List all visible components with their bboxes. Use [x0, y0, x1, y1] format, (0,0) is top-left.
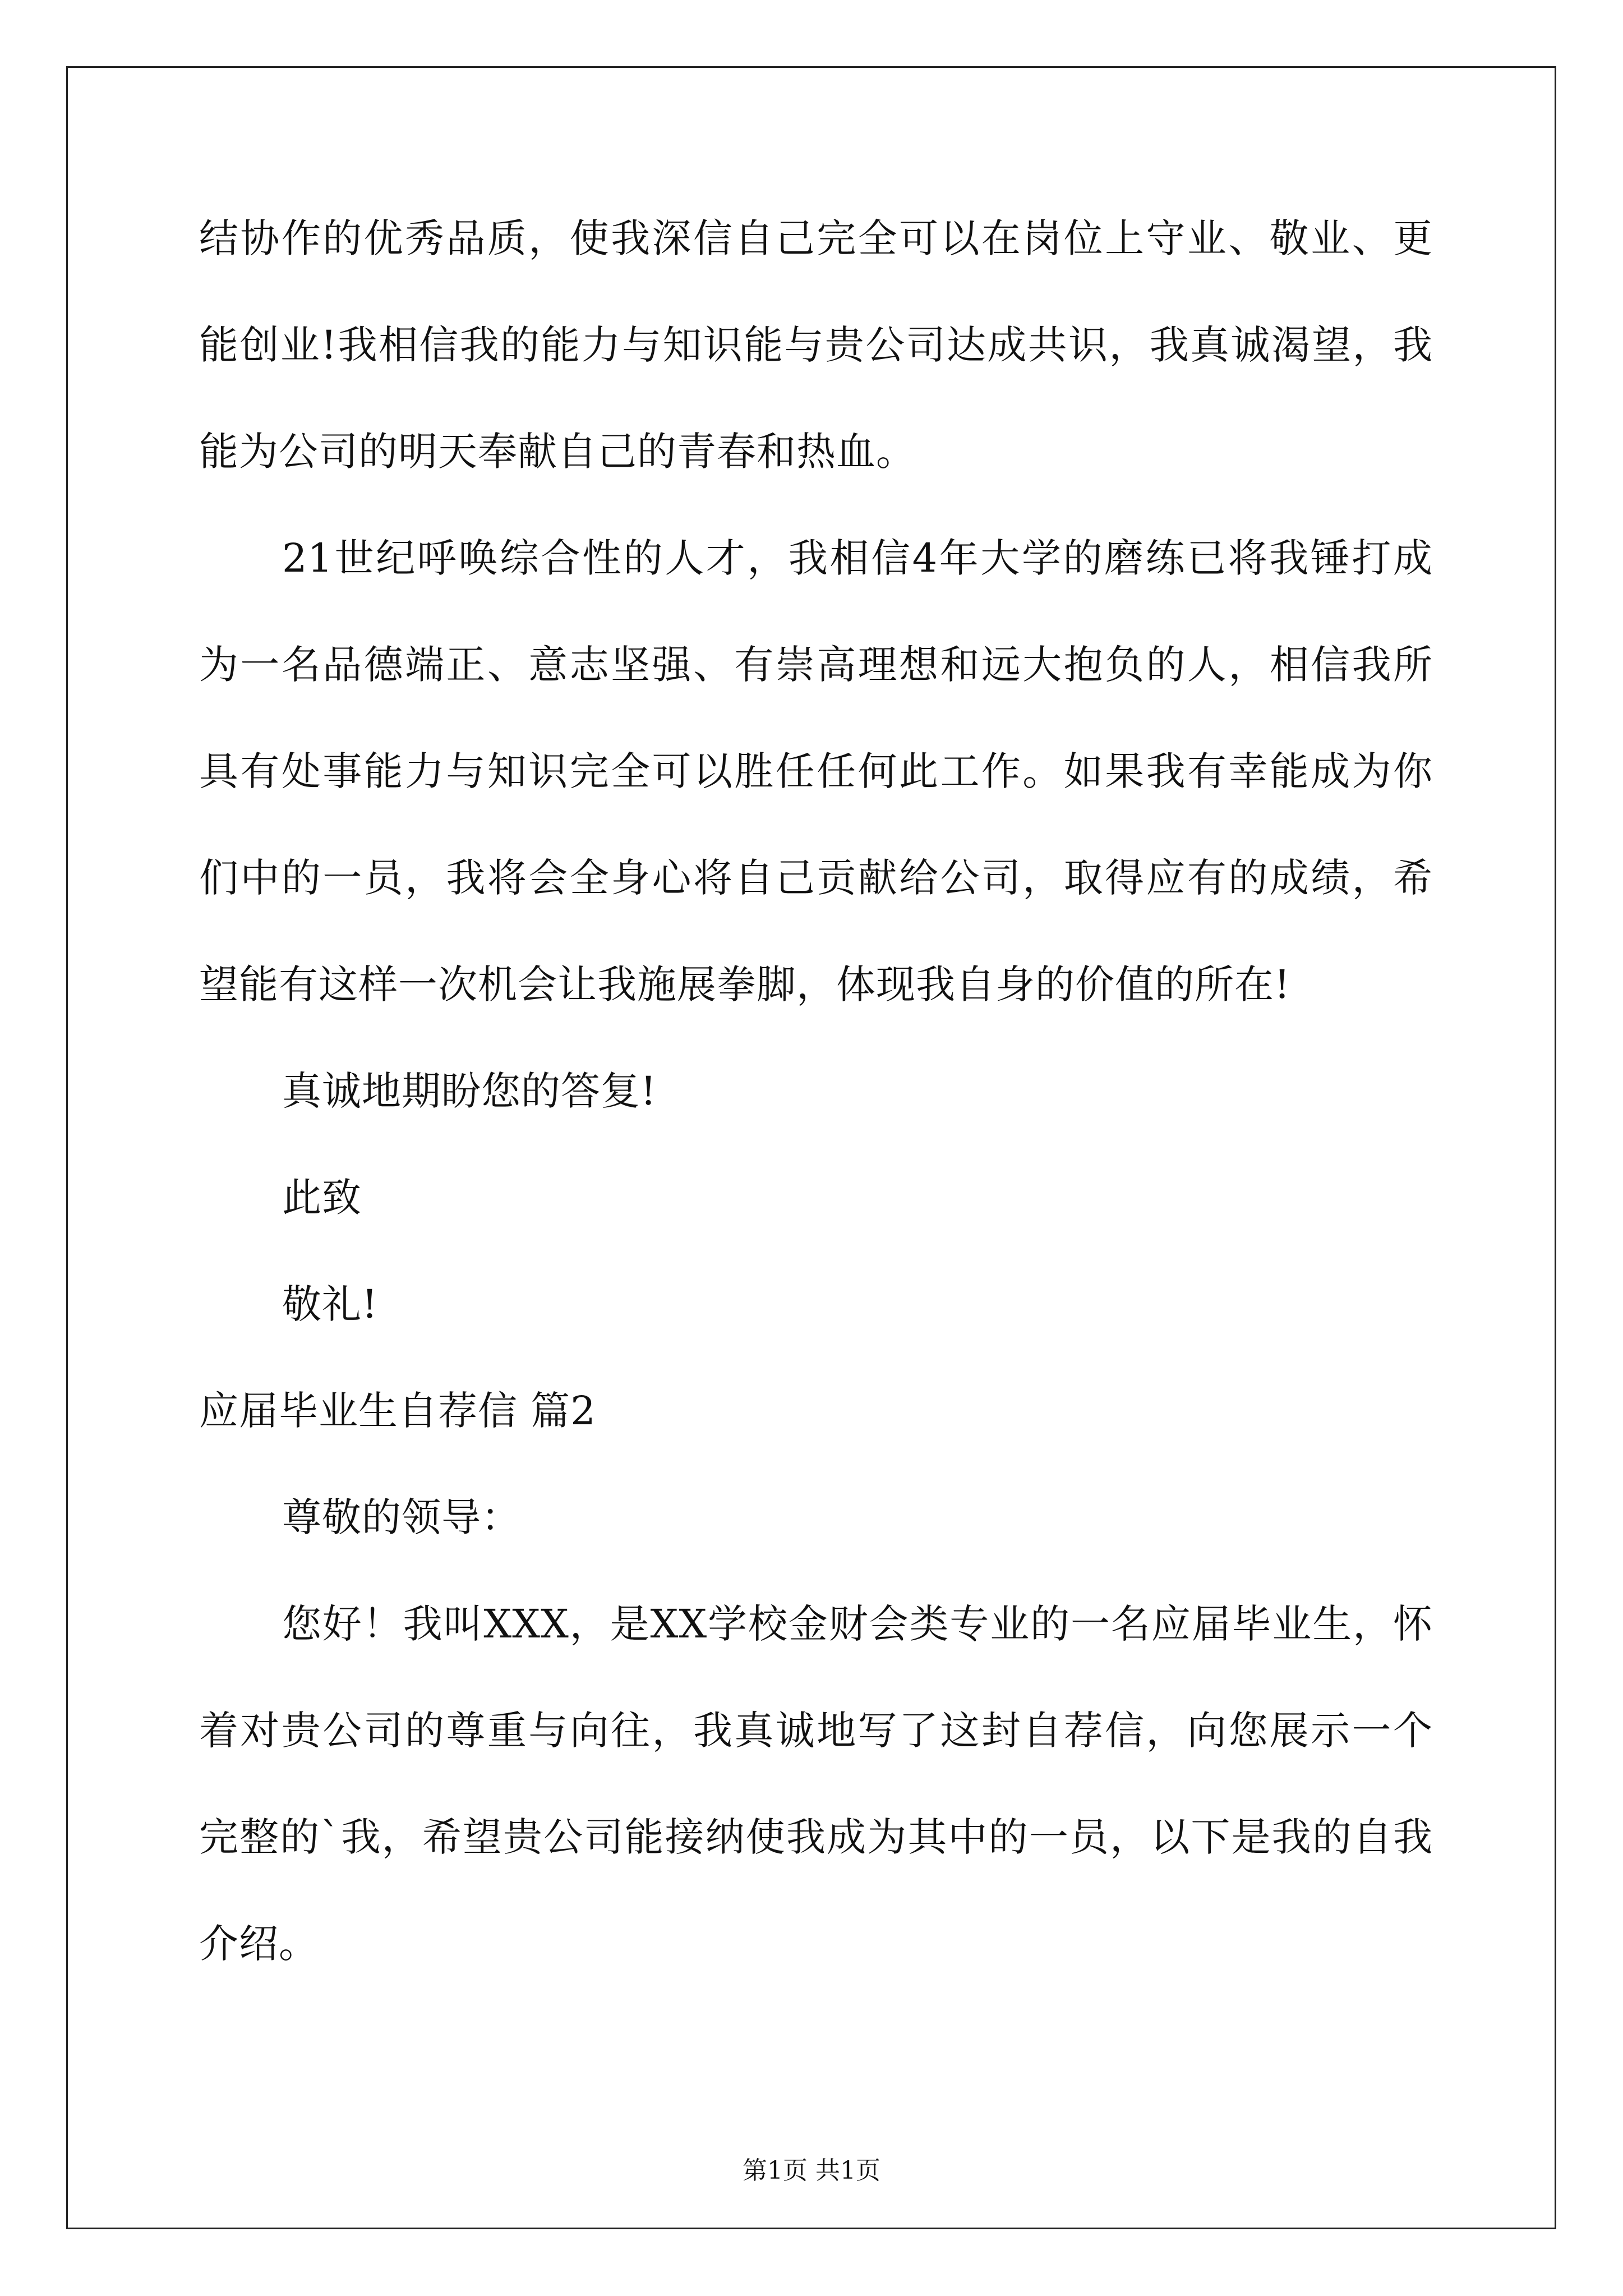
paragraph-line: 介绍。 [199, 1921, 319, 1967]
paragraph-line: 望能有这样一次机会让我施展拳脚，体现我自身的价值的所在! [199, 961, 1291, 1007]
paragraph-line: 结协作的优秀品质，使我深信自己完全可以在岗位上守业、敬业、更 [199, 215, 1433, 261]
page-footer: 第1页 共1页 [743, 2156, 880, 2185]
paragraph-line: 们中的一员，我将会全身心将自己贡献给公司，取得应有的成绩，希 [199, 855, 1433, 901]
section-heading: 应届毕业生自荐信 篇2 [199, 1388, 596, 1434]
salutation-line: 此致 [282, 1175, 362, 1221]
paragraph-line: 21世纪呼唤综合性的人才，我相信4年大学的磨练已将我锤打成 [282, 535, 1433, 581]
paragraph-line: 为一名品德端正、意志坚强、有崇高理想和远大抱负的人，相信我所 [199, 642, 1433, 688]
page-border [66, 66, 1556, 2229]
paragraph-line: 完整的`我，希望贵公司能接纳使我成为其中的一员，以下是我的自我 [199, 1814, 1433, 1860]
paragraph-line: 着对贵公司的尊重与向往，我真诚地写了这封自荐信，向您展示一个 [199, 1708, 1433, 1754]
paragraph-line: 具有处事能力与知识完全可以胜任任何此工作。如果我有幸能成为你 [199, 748, 1433, 794]
closing-line: 真诚地期盼您的答复! [282, 1068, 657, 1114]
paragraph-line: 您好！我叫XXX，是XX学校金财会类专业的一名应届毕业生，怀 [282, 1601, 1433, 1647]
greeting-line: 尊敬的领导： [282, 1494, 521, 1540]
salutation-line: 敬礼! [282, 1281, 379, 1327]
paragraph-line: 能为公司的明天奉献自己的青春和热血。 [199, 429, 916, 475]
paragraph-line: 能创业!我相信我的能力与知识能与贵公司达成共识，我真诚渴望，我 [199, 322, 1433, 368]
